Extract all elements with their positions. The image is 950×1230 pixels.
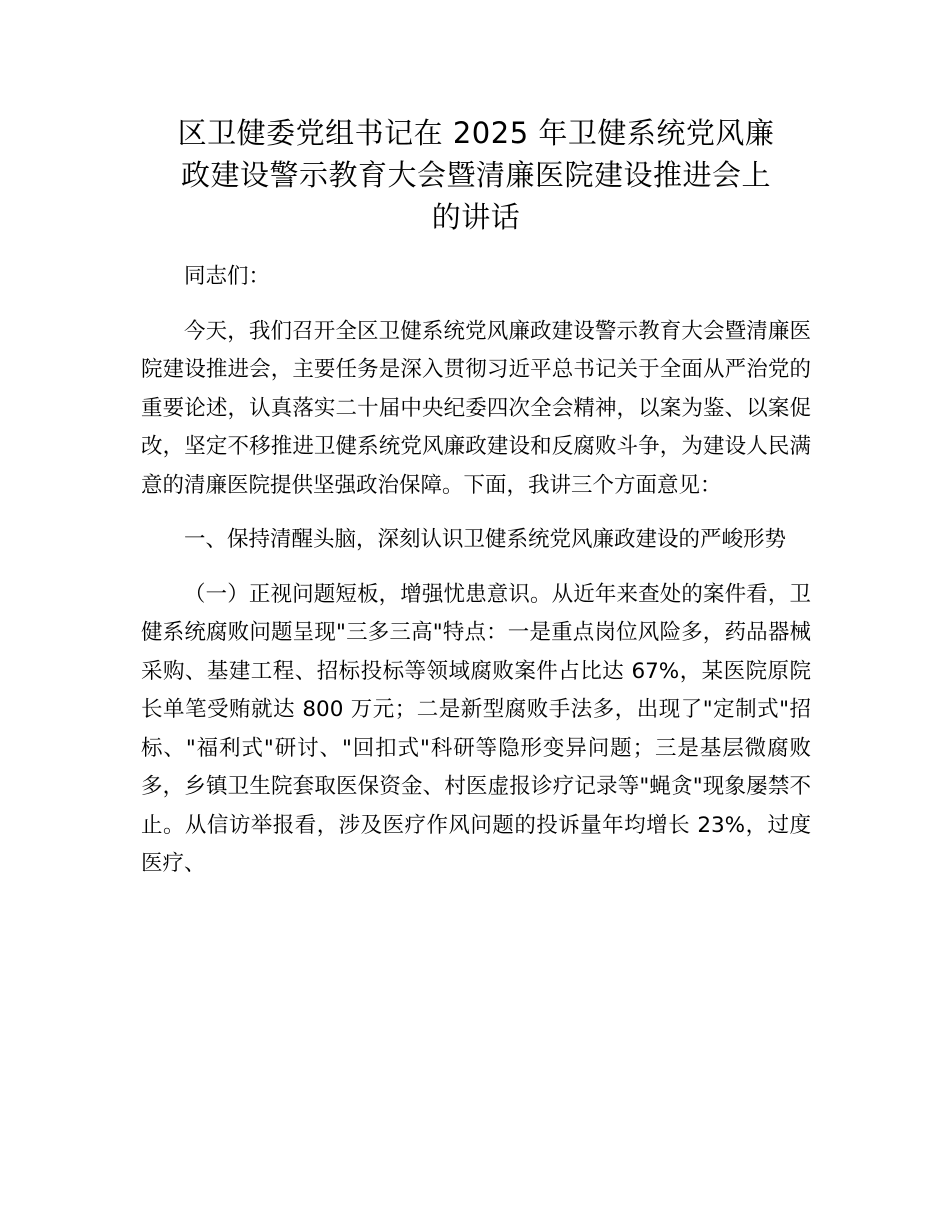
document-page xyxy=(141,112,811,900)
section-heading-one: 一、保持清醒头脑，深刻认识卫健系统党风廉政建设的严峻形势 xyxy=(184,527,787,552)
subsection-paragraph-one: （一）正视问题短板，增强忧患意识。从近年来查处的案件看，卫健系统腐败问题呈现"三多三高"特点：一是重点岗位风险多，药品器械采购、基建工程、招标投标等领域腐败案件占比达 67%，某医院原院长单笔受贿就达 800 万元；二是新型腐败手法多，出现了"定制式"招标、"福利式"研讨、"回扣式"科研等隐形变异问题；三是基层微腐败多，乡镇卫生院套取医保资金、村医虚报诊疗记录等"蝇贪"现象屡禁不止。从信访举报看，涉及医疗作风问题的投诉量年均增长 23%，过度医疗、 xyxy=(141,581,811,876)
opening-paragraph: 今天，我们召开全区卫健系统党风廉政建设警示教育大会暨清廉医院建设推进会，主要任务是深入贯彻习近平总书记关于全面从严治党的重要论述，认真落实二十届中央纪委四次全会精神，以案为鉴、以案促改，坚定不移推进卫健系统党风廉政建设和反腐败斗争，为建设人民满意的清廉医院提供坚强政治保障。下面，我讲三个方面意见： xyxy=(141,318,811,498)
title-line: 的讲话 xyxy=(431,200,521,234)
title-line: 区卫健委党组书记在 2025 年卫健系统党风廉 xyxy=(177,116,775,150)
title-line: 政建设警示教育大会暨清廉医院建设推进会上 xyxy=(180,158,771,192)
salutation: 同志们： xyxy=(184,264,271,289)
document-title xyxy=(141,112,811,238)
